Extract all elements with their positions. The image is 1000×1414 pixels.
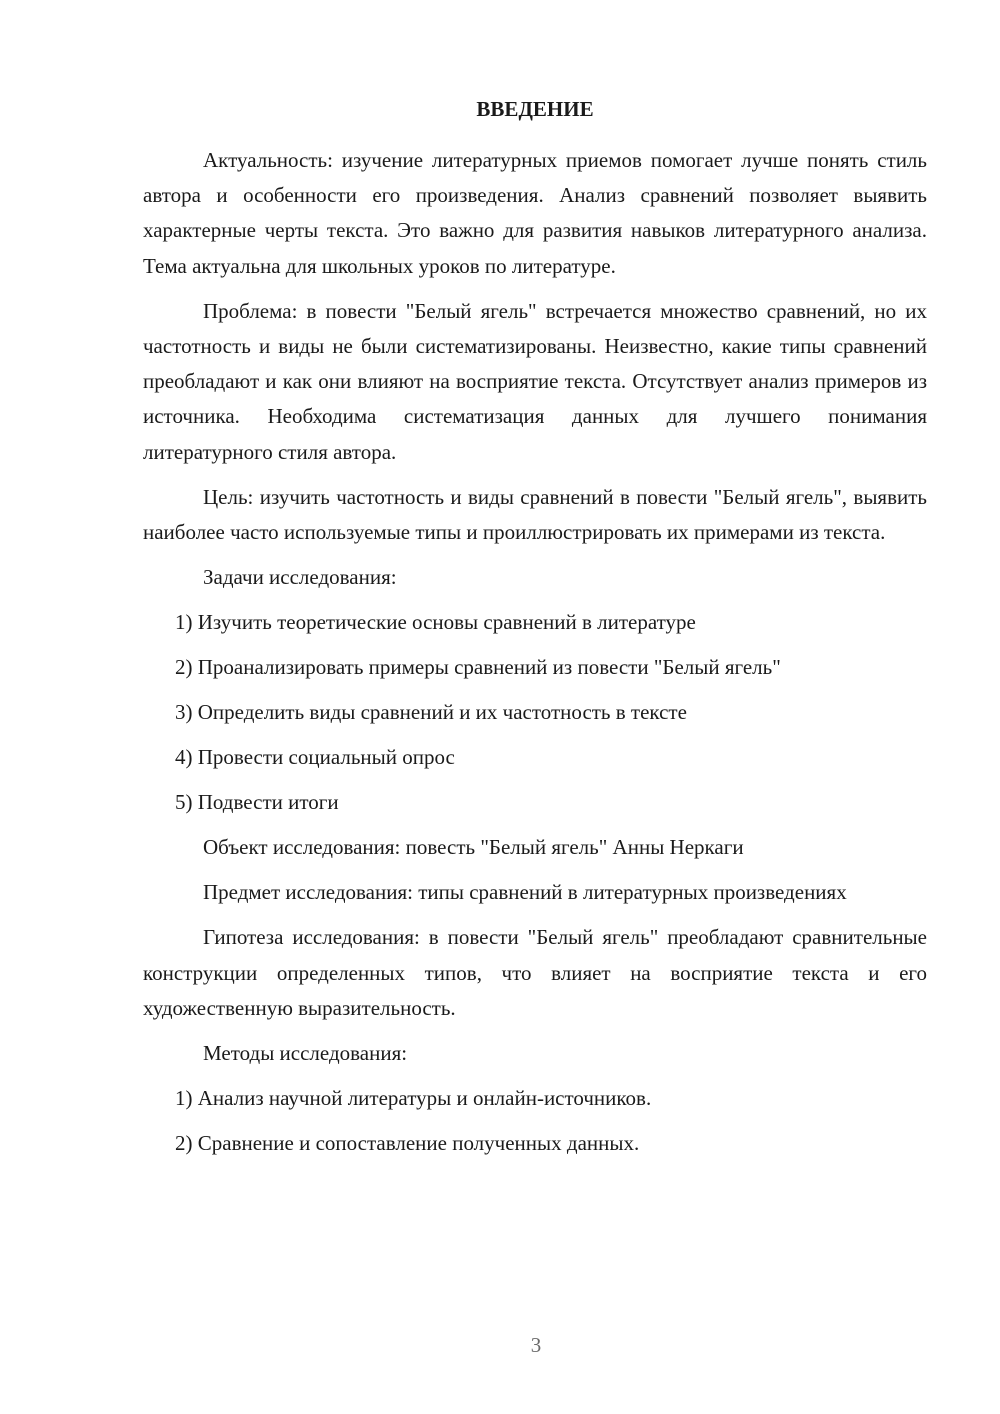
subject-paragraph: Предмет исследования: типы сравнений в литературных произведениях (203, 880, 847, 905)
document-page (143, 92, 927, 1171)
task-item: 2) Проанализировать примеры сравнений из повести "Белый ягель" (175, 655, 781, 680)
relevance-paragraph: Актуальность: изучение литературных приемов помогает лучше понять стиль автора и особенности его произведения. Анализ сравнений позволяет выявить характерные черты текста. Это важно для развития навыков литературного анализа. Тема актуальна для школьных уроков по литературе. (143, 148, 927, 278)
task-item: 4) Провести социальный опрос (175, 745, 455, 770)
task-item: 3) Определить виды сравнений и их частотность в тексте (175, 700, 687, 725)
method-item: 1) Анализ научной литературы и онлайн-источников. (175, 1086, 652, 1111)
page-number: 3 (530, 1333, 542, 1357)
task-item: 1) Изучить теоретические основы сравнений в литературе (175, 610, 696, 635)
methods-title: Методы исследования: (203, 1041, 408, 1066)
section-heading: ВВЕДЕНИЕ (476, 97, 594, 121)
problem-paragraph: Проблема: в повести "Белый ягель" встречается множество сравнений, но их частотность и виды не были систематизированы. Неизвестно, какие типы сравнений преобладают и как они влияют на восприятие текста. Отсутствует анализ примеров из источника. Необходима систематизация данных для лучшего понимания литературного стиля автора. (143, 298, 927, 464)
tasks-title: Задачи исследования: (203, 565, 397, 590)
task-item: 5) Подвести итоги (175, 790, 339, 815)
object-paragraph: Объект исследования: повесть "Белый ягель" Анны Неркаги (203, 835, 744, 860)
method-item: 2) Сравнение и сопоставление полученных данных. (175, 1131, 640, 1156)
hypothesis-paragraph: Гипотеза исследования: в повести "Белый ягель" преобладают сравнительные конструкции определенных типов, что влияет на восприятие текста и его художественную выразительность. (143, 925, 927, 1020)
goal-paragraph: Цель: изучить частотность и виды сравнений в повести "Белый ягель", выявить наиболее часто используемые типы и проиллюстрировать их примерами из текста. (143, 484, 927, 545)
